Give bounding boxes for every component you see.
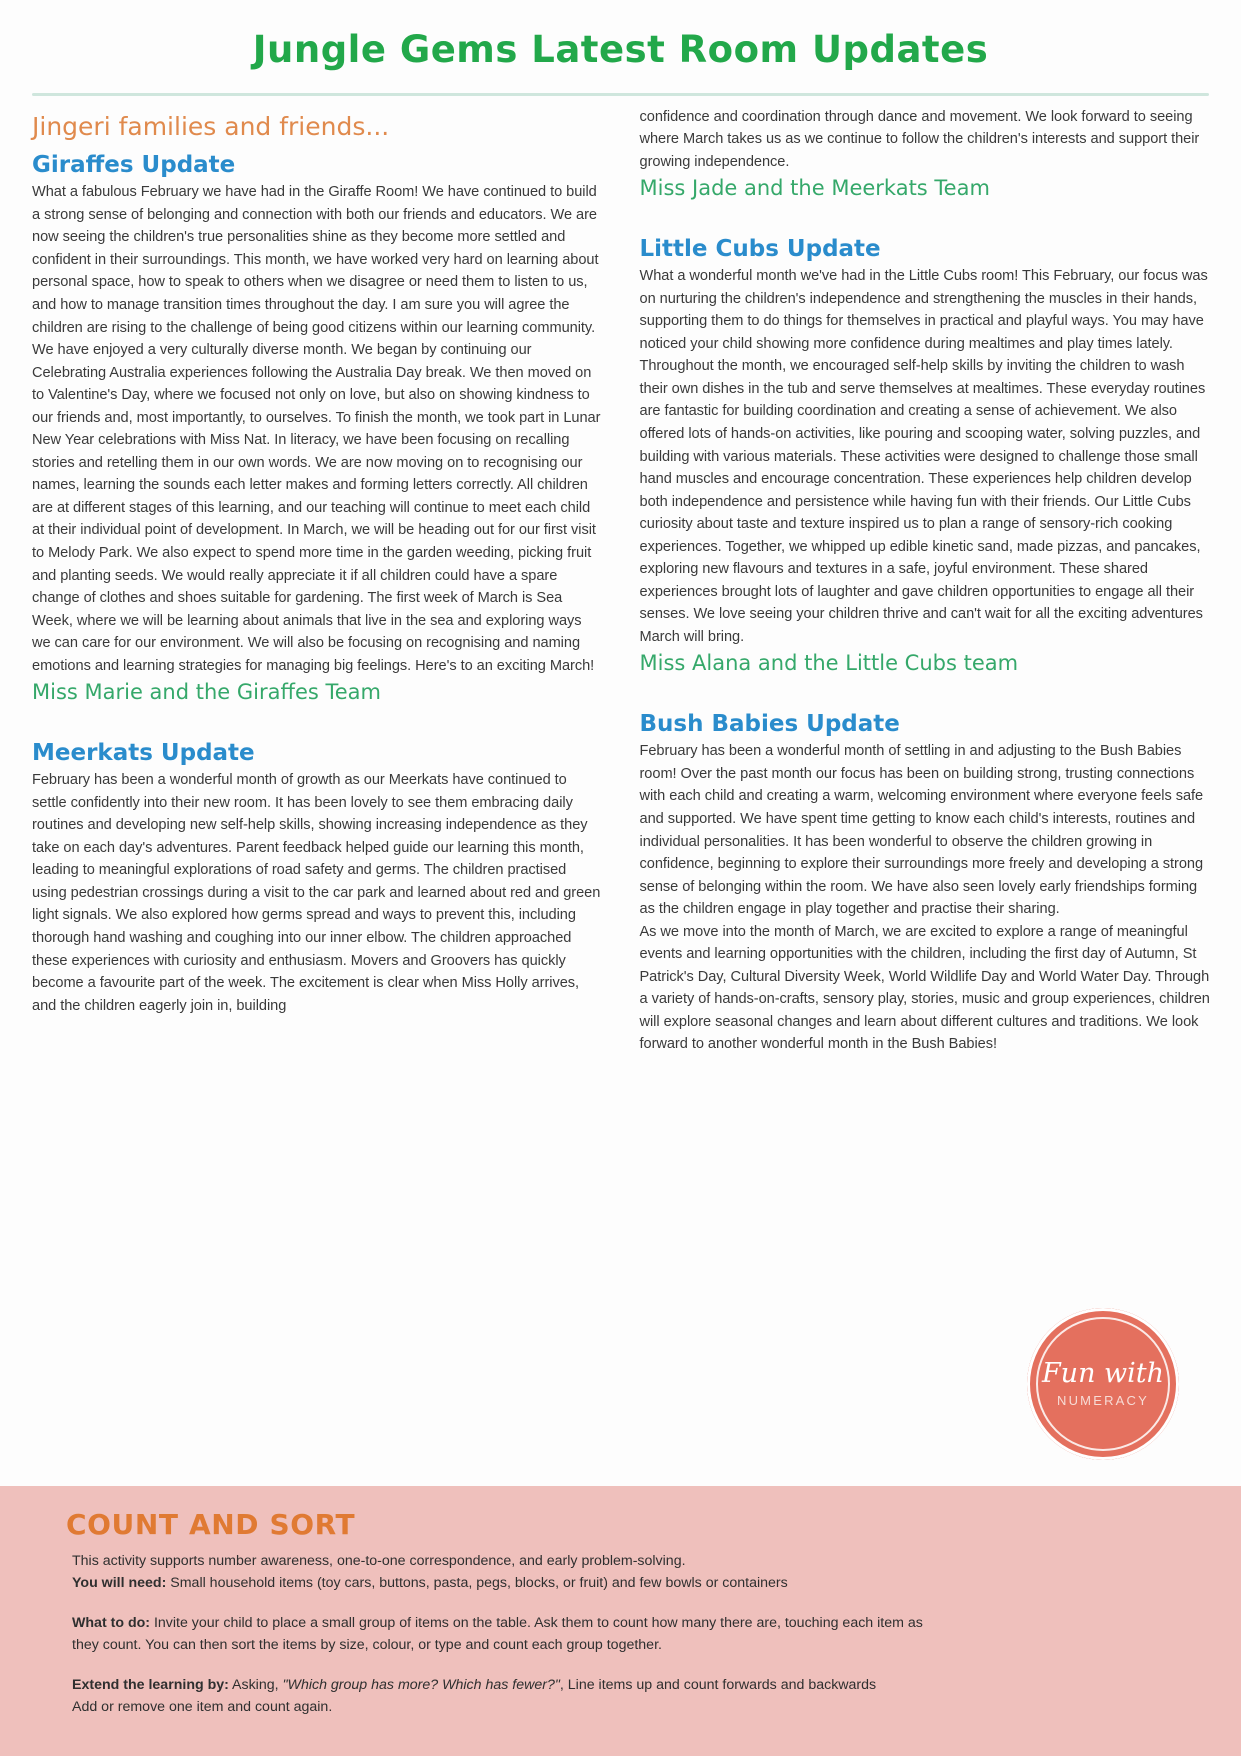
- activity-instructions-label: What to do:: [72, 1615, 151, 1631]
- giraffes-body: What a fabulous February we have had in the Giraffe Room! We have continued to build a strong sense of belonging and connection with both our friends and educators. We are now seeing the children's true personalities shine as they become more settled and confident in their surroundings. This month, we have worked very hard on learning about personal space, how to speak to others when we disagree or need them to listen to us, and how to manage transition times throughout the day. I am sure you will agree the children are rising to the challenge of being good citizens within our learning community. We have enjoyed a very culturally diverse month. We began by continuing our Celebrating Australia experiences following the Australia Day break. We then moved on to Valentine's Day, where we focused not only on love, but also on showing kindness to our friends and, most importantly, to ourselves. To finish the month, we took part in Lunar New Year celebrations with Miss Nat. In literacy, we have been focusing on recalling stories and retelling them in our own words. We are now moving on to recognising our names, learning the sounds each letter makes and forming letters correctly. All children are at different stages of this learning, and our teaching will continue to meet each child at their individual point of development. In March, we will be heading out for our first visit to Melody Park. We also expect to spend more time in the garden weeding, picking fruit and planting seeds. We would really appreciate it if all children could have a spare change of clothes and shoes suitable for gardening. The first week of March is Sea Week, where we will be learning about animals that live in the sea and exploring ways we can care for our environment. We will also be focusing on recognising and naming emotions and learning strategies for managing big feelings. Here's to an exciting March!: [32, 184, 601, 674]
- heading-meerkats-update: Meerkats Update: [32, 739, 255, 766]
- badge-subtitle: NUMERACY: [1057, 1393, 1149, 1408]
- activity-materials-text: Small household items (toy cars, buttons, pasta, pegs, blocks, or fruit) and few bowls or containers: [166, 1575, 788, 1591]
- heading-giraffes-update: Giraffes Update: [32, 151, 236, 178]
- activity-title: COUNT AND SORT: [66, 1508, 356, 1541]
- left-column: [32, 106, 604, 1056]
- meerkats-body-continued: confidence and coordination through dance and movement. We look forward to seeing where March takes us as we continue to follow the children's interests and support their growing independence.: [639, 108, 1200, 170]
- greeting-text: Jingeri families and friends...: [32, 111, 390, 141]
- little-cubs-signoff: Miss Alana and the Little Cubs team: [639, 651, 1019, 676]
- activity-panel: [0, 1486, 1241, 1756]
- little-cubs-body: What a wonderful month we've had in the Little Cubs room! This February, our focus was on nurturing the children's independence and strengthening the muscles in their hands, supporting them to do things for themselves in practical and playful ways. You may have noticed your child showing more confidence during mealtimes and play times lately. Throughout the month, we encouraged self-help skills by inviting the children to wash their own dishes in the tub and serve themselves at mealtimes. These everyday routines are fantastic for building coordination and creating a sense of achievement. We also offered lots of hands-on activities, like pouring and scooping water, solving puzzles, and building with various materials. These activities were designed to challenge those small hand muscles and encourage concentration. These experiences help children develop both independence and persistence while having fun with their friends. Our Little Cubs curiosity about taste and texture inspired us to plan a range of sensory-rich cooking experiences. Together, we whipped up edible kinetic sand, made pizzas, and pancakes, exploring new flavours and textures in a safe, joyful environment. These shared experiences brought lots of laughter and gave children opportunities to engage all their senses. We love seeing your children thrive and can't wait for all the exciting adventures March will bring.: [639, 268, 1208, 645]
- activity-instructions: [72, 1612, 952, 1656]
- activity-extension: [72, 1674, 952, 1696]
- masthead: [0, 0, 1241, 77]
- meerkats-body: February has been a wonderful month of growth as our Meerkats have continued to settle confidently into their new room. It has been lovely to see them embracing daily routines and developing new self-help skills, showing increasing independence as they take on each day's adventures. Parent feedback helped guide our learning this month, leading to meaningful explorations of road safety and germs. The children practised using pedestrian crossings during a visit to the car park and learned about red and green light signals. We also explored how germs spread and ways to prevent this, including thorough hand washing and coughing into our inner elbow. The children approached these experiences with curiosity and enthusiasm. Movers and Groovers has quickly become a favourite part of the week. The excitement is clear when Miss Holly arrives, and the children eagerly join in, building: [32, 772, 601, 1014]
- meerkats-signoff: Miss Jade and the Meerkats Team: [639, 176, 990, 201]
- activity-extension-text-b: , Line items up and count forwards and backwards: [559, 1677, 877, 1693]
- page-title: Jungle Gems Latest Room Updates: [252, 28, 989, 71]
- heading-bush-babies-update: Bush Babies Update: [639, 710, 900, 737]
- activity-materials: [72, 1572, 952, 1594]
- activity-extension-label: Extend the learning by:: [72, 1677, 229, 1693]
- activity-instructions-text: Invite your child to place a small group of items on the table. Ask them to count how many there are, touching each item as they count. You can then sort the items by size, colour, or type and count each group together.: [72, 1615, 923, 1653]
- activity-intro: This activity supports number awareness, one-to-one correspondence, and early problem-solving.: [72, 1553, 686, 1569]
- bush-babies-body-second: As we move into the month of March, we are excited to explore a range of meaningful events and learning opportunities with the children, including the first day of Autumn, St Patrick's Day, Cultural Diversity Week, World Wildlife Day and World Water Day. Through a variety of hands-on-crafts, sensory play, stories, music and group experiences, children will explore seasonal changes and learn about different cultures and traditions. We look forward to another wonderful month in the Bush Babies!: [639, 923, 1210, 1053]
- fun-with-numeracy-badge: [1027, 1308, 1179, 1460]
- giraffes-signoff: Miss Marie and the Giraffes Team: [32, 680, 382, 705]
- activity-materials-label: You will need:: [72, 1575, 167, 1591]
- content-columns: [0, 96, 1241, 1056]
- right-column: [640, 106, 1212, 1056]
- badge-title: Fun with: [1041, 1358, 1165, 1389]
- activity-extension-text-a: Asking,: [228, 1677, 283, 1693]
- activity-extension-last: Add or remove one item and count again.: [72, 1699, 333, 1715]
- heading-little-cubs-update: Little Cubs Update: [639, 235, 881, 262]
- activity-extension-quote: "Which group has more? Which has fewer?": [282, 1677, 560, 1693]
- bush-babies-body-first: February has been a wonderful month of settling in and adjusting to the Bush Babies room! Over the past month our focus has been on building strong, trusting connections with each child and creating a warm, welcoming environment where everyone feels safe and supported. We have spent time getting to know each child's interests, routines and individual personalities. It has been wonderful to observe the children growing in confidence, beginning to explore their surroundings more freely and developing a strong sense of belonging within the room. We have also seen lovely early friendships forming as the children engage in play together and practise their sharing.: [639, 743, 1204, 918]
